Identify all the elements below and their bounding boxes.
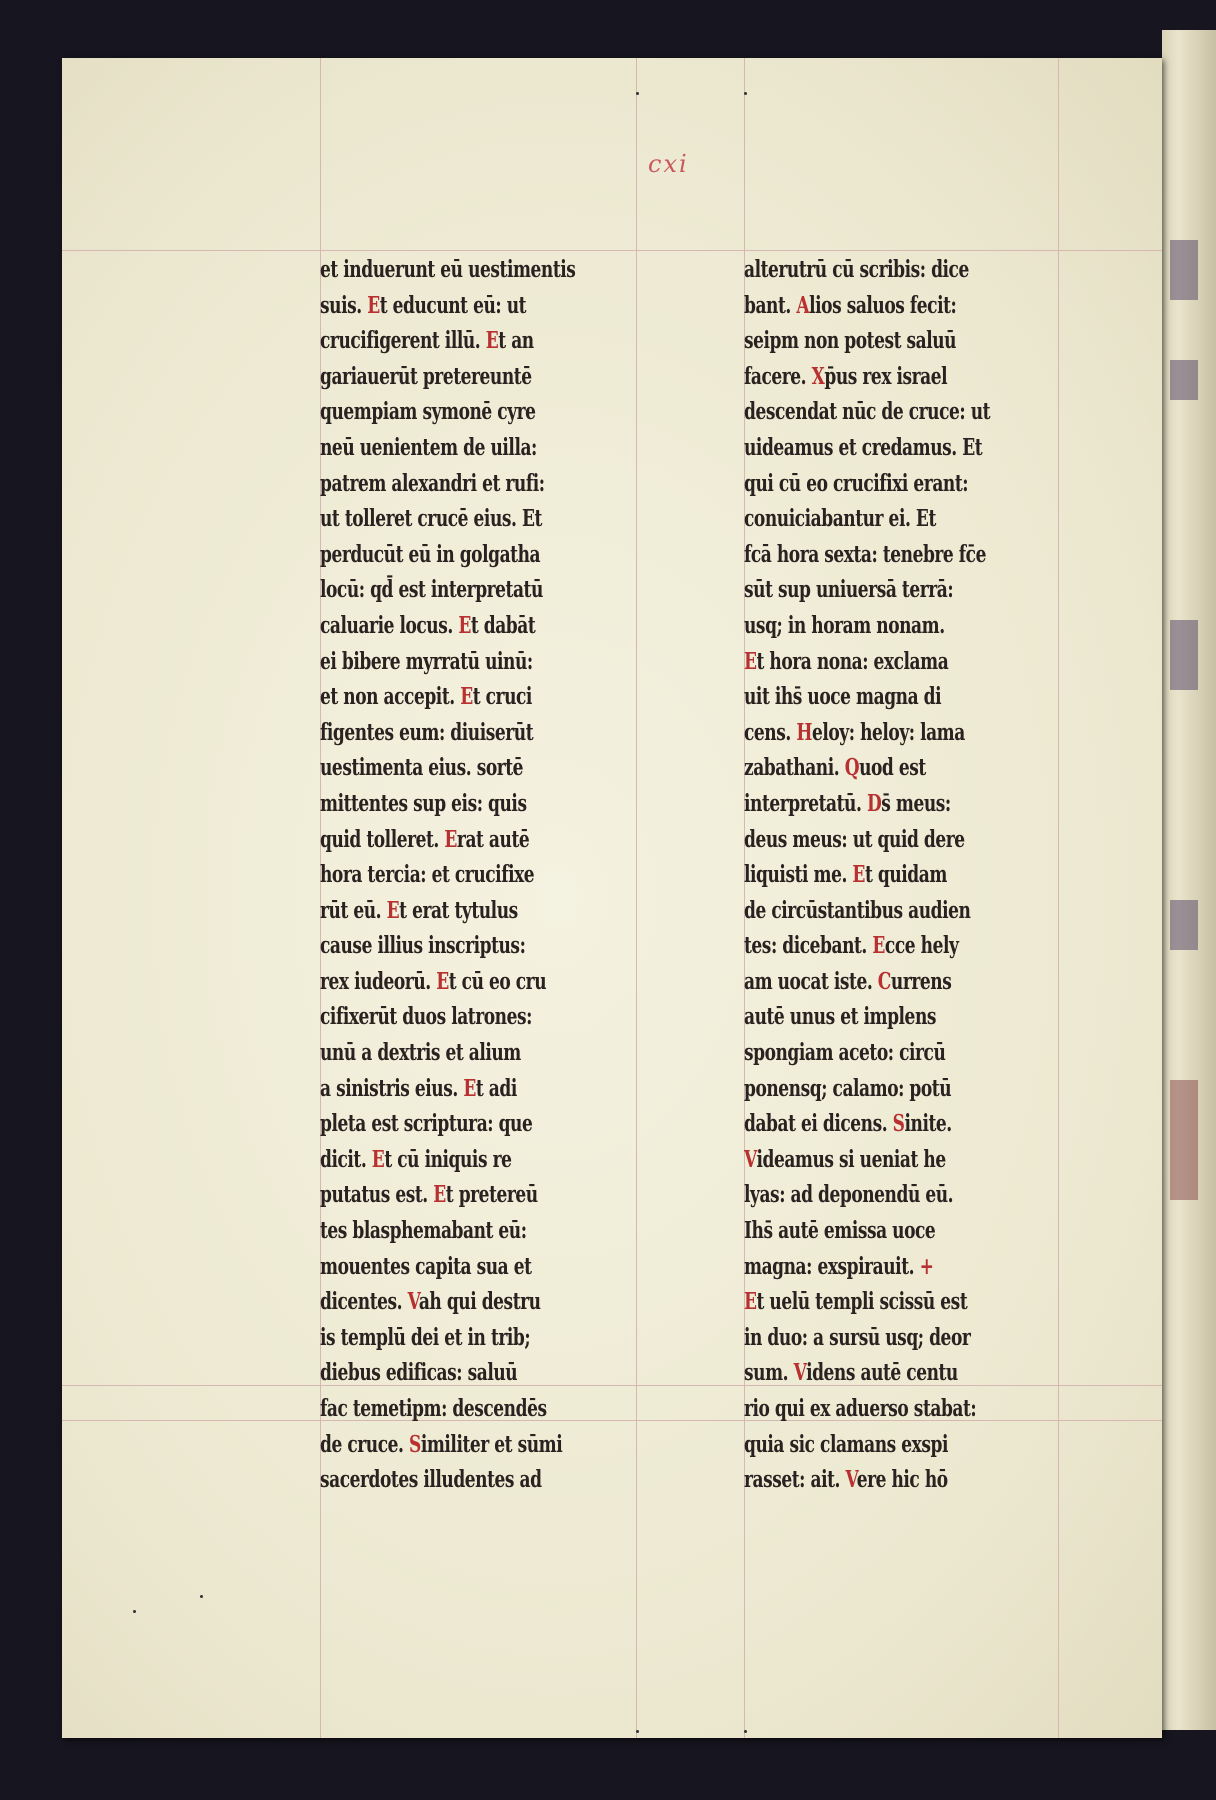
text-line: quia sic clamans exspi: [744, 1430, 948, 1458]
text-line: autē unus et implens: [744, 1003, 937, 1031]
text-line: conuiciabantur ei. Et: [744, 505, 936, 533]
text-line: rasset: ait. Vere hic hō: [744, 1466, 948, 1494]
text-line: deus meus: ut quid dere: [744, 825, 965, 853]
text-line: uestimenta eius. sortē: [320, 754, 524, 782]
pricking-mark: [744, 92, 747, 95]
text-column-right: [744, 252, 1074, 1498]
text-line: cens. Heloy: heloy: lama: [744, 718, 965, 746]
text-line: fcā hora sexta: tenebre fc̄e: [744, 540, 986, 568]
text-line: rio qui ex aduerso stabat:: [744, 1395, 977, 1422]
text-line: et non accepit. Et cruci: [320, 683, 532, 711]
text-line: interpretatū. Ds̄ meus:: [744, 789, 951, 817]
text-line: cifixerūt duos latrones:: [320, 1003, 532, 1031]
pricking-mark: [133, 1610, 136, 1613]
text-line: figentes eum: diuiserūt: [320, 718, 534, 746]
text-line: cause illius inscriptus:: [320, 932, 526, 960]
text-line: Ihs̄ autē emissa uoce: [744, 1217, 936, 1245]
text-line: et induerunt eū uestimentis: [320, 256, 576, 283]
text-line: perducūt eū in golgatha: [320, 540, 541, 568]
text-line: magna: exspirauit. +: [744, 1252, 934, 1280]
text-line: quempiam symonē cyre: [320, 398, 536, 426]
pricking-mark: [200, 1595, 203, 1598]
text-column-left: [320, 252, 650, 1498]
text-line: ei bibere myrratū uinū:: [320, 647, 533, 675]
text-line: fac temetipm: descendēs: [320, 1395, 547, 1422]
text-line: sacerdotes illudentes ad: [320, 1466, 542, 1494]
text-line: putatus est. Et pretereū: [320, 1181, 538, 1209]
text-line: mittentes sup eis: quis: [320, 789, 527, 817]
text-line: lyas: ad deponendū eū.: [744, 1181, 954, 1209]
text-line: de cruce. Similiter et sūmi: [320, 1430, 563, 1458]
text-line: a sinistris eius. Et adi: [320, 1074, 517, 1102]
text-line: am uocat iste. Currens: [744, 967, 952, 995]
text-line: diebus edificas: saluū: [320, 1359, 518, 1387]
text-line: mouentes capita sua et: [320, 1252, 532, 1280]
text-line: gariauerūt pretereuntē: [320, 362, 532, 390]
text-line: Videamus si ueniat he: [744, 1145, 946, 1173]
text-line: bant. Alios saluos fecit:: [744, 291, 957, 319]
text-line: rūt eū. Et erat tytulus: [320, 896, 518, 924]
text-line: rex iudeorū. Et cū eo cru: [320, 967, 547, 995]
text-line: uideamus et credamus. Et: [744, 433, 983, 461]
text-line: usq; in horam nonam.: [744, 611, 945, 639]
text-line: in duo: a sursū usq; deor: [744, 1323, 971, 1351]
text-line: alterutrū cū scribis: dice: [744, 256, 969, 283]
text-line: dicit. Et cū iniquis re: [320, 1145, 512, 1173]
adjacent-page-illumination: [1170, 200, 1210, 1400]
text-line: Et hora nona: exclama: [744, 647, 949, 675]
text-line: Et uelū templi scissū est: [744, 1288, 968, 1316]
text-line: tes blasphemabant eū:: [320, 1217, 527, 1245]
text-line: sum. Videns autē centu: [744, 1359, 958, 1387]
text-line: suis. Et educunt eū: ut: [320, 291, 527, 319]
text-line: tes: dicebant. Ecce hely: [744, 932, 959, 960]
text-line: dabat ei dicens. Sinite.: [744, 1110, 952, 1138]
text-line: dicentes. Vah qui destru: [320, 1288, 541, 1316]
text-line: liquisti me. Et quidam: [744, 861, 947, 889]
text-line: caluarie locus. Et dabāt: [320, 611, 536, 639]
text-line: spongiam aceto: circū: [744, 1039, 946, 1067]
text-line: pleta est scriptura: que: [320, 1110, 533, 1138]
text-line: quid tolleret. Erat autē: [320, 825, 530, 853]
text-line: hora tercia: et crucifixe: [320, 861, 535, 889]
text-line: locū: qd̄ est interpretatū: [320, 576, 543, 604]
text-line: crucifigerent illū. Et an: [320, 327, 534, 355]
pricking-mark: [636, 1730, 639, 1733]
text-line: facere. Xp̄us rex israel: [744, 362, 948, 390]
pricking-mark: [636, 92, 639, 95]
text-line: uit ihs̄ uoce magna di: [744, 683, 942, 711]
text-line: is templū dei et in trib;: [320, 1323, 531, 1351]
text-line: ut tolleret crucē eius. Et: [320, 505, 542, 533]
text-line: de circūstantibus audien: [744, 896, 971, 924]
text-line: ponensq; calamo: potū: [744, 1074, 952, 1102]
text-line: sūt sup uniuersā terrā:: [744, 576, 954, 604]
text-line: patrem alexandri et rufi:: [320, 469, 545, 497]
text-line: unū a dextris et alium: [320, 1039, 521, 1067]
ruling-line: [62, 250, 1162, 251]
folio-number: cxi: [648, 150, 689, 178]
text-line: descendat nūc de cruce: ut: [744, 398, 991, 426]
text-line: neū uenientem de uilla:: [320, 433, 537, 461]
text-line: zabathani. Quod est: [744, 754, 926, 782]
text-line: seipm non potest saluū: [744, 327, 957, 355]
text-line: qui cū eo crucifixi erant:: [744, 469, 969, 497]
pricking-mark: [744, 1730, 747, 1733]
